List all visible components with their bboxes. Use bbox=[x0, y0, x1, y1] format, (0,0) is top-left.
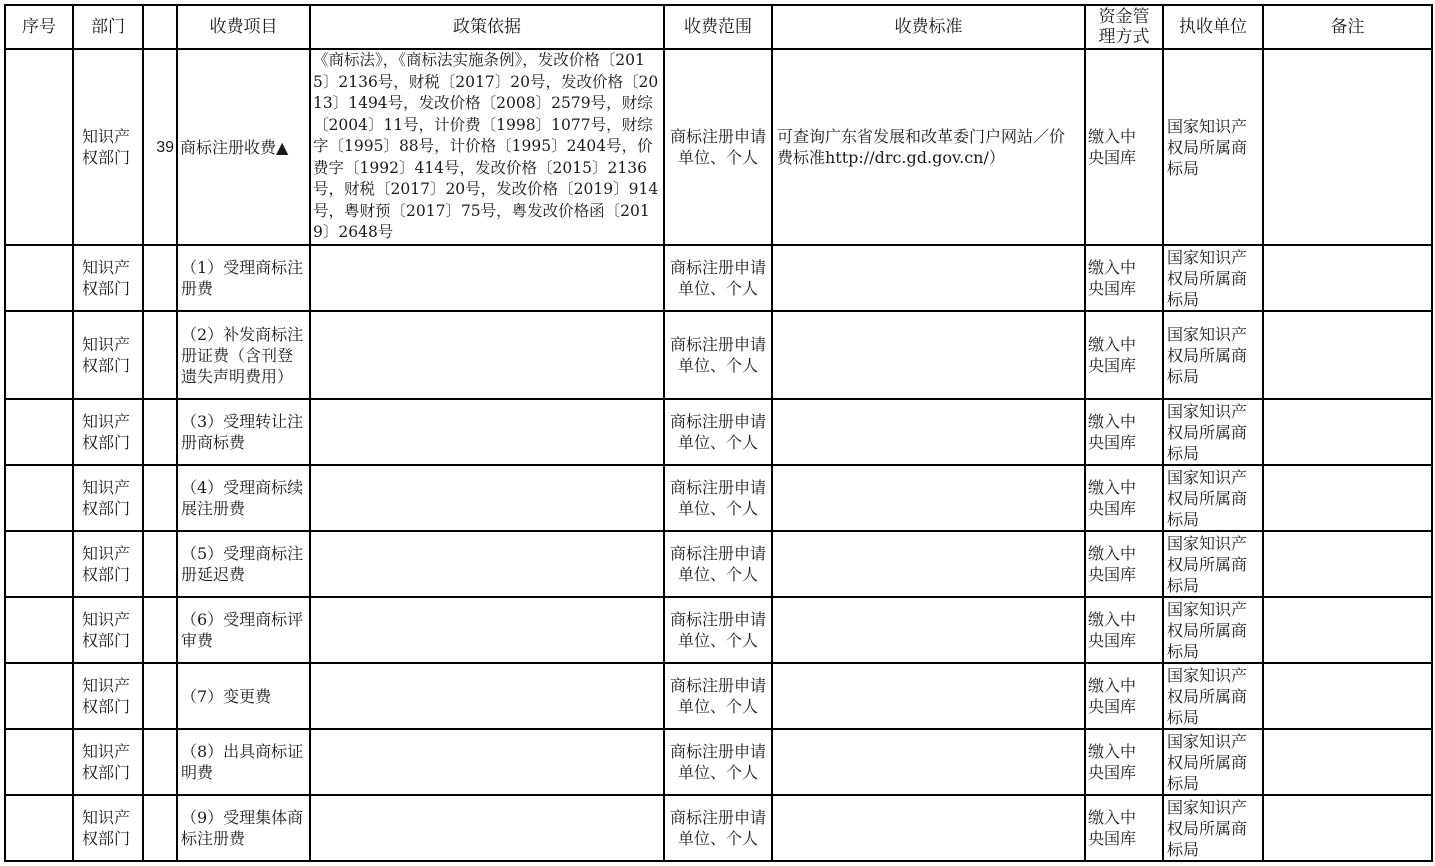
table-row bbox=[5, 49, 1432, 245]
cell-unit: 国家知识产权局所属商标局 bbox=[1163, 465, 1263, 531]
cell-standard bbox=[772, 311, 1085, 399]
cell-seq bbox=[5, 729, 73, 795]
table-row bbox=[5, 311, 1432, 399]
cell-unit: 国家知识产权局所属商标局 bbox=[1163, 597, 1263, 663]
cell-seq bbox=[5, 597, 73, 663]
cell-scope: 商标注册申请单位、个人 bbox=[664, 311, 772, 399]
cell-dept: 知识产权部门 bbox=[73, 311, 143, 399]
cell-item: （3）受理转让注册商标费 bbox=[177, 399, 310, 465]
table-row bbox=[5, 399, 1432, 465]
cell-policy: 《商标法》，《商标法实施条例》，发改价格〔2015〕2136号，财税〔2017〕20号，发改价格〔2013〕1494号，发改价格〔2008〕2579号，财综〔2004〕11号，计价费〔1998〕1077号，财综字〔1995〕88号，计价格〔1995〕2404号，价费字〔1992〕414号，发改价格〔2015〕2136号，财税〔2017〕20号，发改价格〔2019〕914号，粤财预〔2017〕75号，粤发改价格函〔2019〕2648号 bbox=[310, 49, 664, 245]
cell-unit: 国家知识产权局所属商标局 bbox=[1163, 311, 1263, 399]
cell-fund: 缴入中央国库 bbox=[1085, 399, 1163, 465]
header-dept: 部门 bbox=[73, 5, 143, 49]
cell-unit: 国家知识产权局所属商标局 bbox=[1163, 531, 1263, 597]
table-row bbox=[5, 465, 1432, 531]
cell-item: （2）补发商标注册证费（含刊登遗失声明费用） bbox=[177, 311, 310, 399]
cell-num bbox=[143, 729, 177, 795]
cell-policy bbox=[310, 245, 664, 311]
cell-note bbox=[1263, 399, 1432, 465]
cell-fund: 缴入中央国库 bbox=[1085, 729, 1163, 795]
cell-unit: 国家知识产权局所属商标局 bbox=[1163, 399, 1263, 465]
cell-standard bbox=[772, 795, 1085, 861]
cell-num bbox=[143, 663, 177, 729]
cell-scope: 商标注册申请单位、个人 bbox=[664, 399, 772, 465]
cell-item: （1）受理商标注册费 bbox=[177, 245, 310, 311]
table-row bbox=[5, 729, 1432, 795]
cell-unit: 国家知识产权局所属商标局 bbox=[1163, 245, 1263, 311]
cell-item: （4）受理商标续展注册费 bbox=[177, 465, 310, 531]
header-unit: 执收单位 bbox=[1163, 5, 1263, 49]
cell-num bbox=[143, 399, 177, 465]
table-row bbox=[5, 245, 1432, 311]
cell-num bbox=[143, 245, 177, 311]
header-scope: 收费范围 bbox=[664, 5, 772, 49]
cell-standard bbox=[772, 245, 1085, 311]
cell-seq bbox=[5, 663, 73, 729]
cell-policy bbox=[310, 597, 664, 663]
header-note: 备注 bbox=[1263, 5, 1432, 49]
cell-dept: 知识产权部门 bbox=[73, 663, 143, 729]
cell-dept: 知识产权部门 bbox=[73, 729, 143, 795]
table-row bbox=[5, 795, 1432, 861]
header-seq: 序号 bbox=[5, 5, 73, 49]
cell-seq bbox=[5, 49, 73, 245]
header-item: 收费项目 bbox=[177, 5, 310, 49]
cell-seq bbox=[5, 311, 73, 399]
cell-note bbox=[1263, 663, 1432, 729]
table-row bbox=[5, 531, 1432, 597]
cell-unit: 国家知识产权局所属商标局 bbox=[1163, 663, 1263, 729]
table-row bbox=[5, 663, 1432, 729]
cell-note bbox=[1263, 729, 1432, 795]
cell-standard bbox=[772, 597, 1085, 663]
cell-num bbox=[143, 597, 177, 663]
cell-note bbox=[1263, 245, 1432, 311]
cell-note bbox=[1263, 49, 1432, 245]
cell-scope: 商标注册申请单位、个人 bbox=[664, 597, 772, 663]
cell-standard bbox=[772, 729, 1085, 795]
cell-num bbox=[143, 311, 177, 399]
header-row bbox=[5, 5, 1432, 49]
cell-note bbox=[1263, 311, 1432, 399]
cell-seq bbox=[5, 465, 73, 531]
cell-policy bbox=[310, 795, 664, 861]
cell-seq bbox=[5, 399, 73, 465]
cell-dept: 知识产权部门 bbox=[73, 795, 143, 861]
cell-dept: 知识产权部门 bbox=[73, 531, 143, 597]
cell-unit: 国家知识产权局所属商标局 bbox=[1163, 49, 1263, 245]
cell-dept: 知识产权部门 bbox=[73, 597, 143, 663]
cell-num bbox=[143, 795, 177, 861]
header-standard: 收费标准 bbox=[772, 5, 1085, 49]
cell-standard bbox=[772, 663, 1085, 729]
cell-fund: 缴入中央国库 bbox=[1085, 795, 1163, 861]
cell-note bbox=[1263, 465, 1432, 531]
cell-policy bbox=[310, 311, 664, 399]
cell-item: （5）受理商标注册延迟费 bbox=[177, 531, 310, 597]
cell-fund: 缴入中央国库 bbox=[1085, 49, 1163, 245]
cell-fund: 缴入中央国库 bbox=[1085, 465, 1163, 531]
cell-standard: 可查询广东省发展和改革委门户网站／价费标准http://drc.gd.gov.cn/） bbox=[772, 49, 1085, 245]
cell-scope: 商标注册申请单位、个人 bbox=[664, 49, 772, 245]
header-policy: 政策依据 bbox=[310, 5, 664, 49]
header-num bbox=[143, 5, 177, 49]
cell-dept: 知识产权部门 bbox=[73, 465, 143, 531]
table-row bbox=[5, 597, 1432, 663]
cell-policy bbox=[310, 399, 664, 465]
cell-fund: 缴入中央国库 bbox=[1085, 311, 1163, 399]
cell-seq bbox=[5, 531, 73, 597]
cell-scope: 商标注册申请单位、个人 bbox=[664, 663, 772, 729]
cell-dept: 知识产权部门 bbox=[73, 49, 143, 245]
cell-scope: 商标注册申请单位、个人 bbox=[664, 729, 772, 795]
cell-scope: 商标注册申请单位、个人 bbox=[664, 795, 772, 861]
cell-note bbox=[1263, 531, 1432, 597]
cell-fund: 缴入中央国库 bbox=[1085, 597, 1163, 663]
cell-unit: 国家知识产权局所属商标局 bbox=[1163, 795, 1263, 861]
cell-item: 商标注册收费▲ bbox=[177, 49, 310, 245]
cell-standard bbox=[772, 531, 1085, 597]
cell-policy bbox=[310, 663, 664, 729]
cell-num bbox=[143, 465, 177, 531]
cell-item: （8）出具商标证明费 bbox=[177, 729, 310, 795]
cell-dept: 知识产权部门 bbox=[73, 399, 143, 465]
cell-dept: 知识产权部门 bbox=[73, 245, 143, 311]
cell-fund: 缴入中央国库 bbox=[1085, 663, 1163, 729]
cell-item: （9）受理集体商标注册费 bbox=[177, 795, 310, 861]
cell-policy bbox=[310, 531, 664, 597]
cell-standard bbox=[772, 465, 1085, 531]
cell-scope: 商标注册申请单位、个人 bbox=[664, 465, 772, 531]
cell-scope: 商标注册申请单位、个人 bbox=[664, 245, 772, 311]
fee-table bbox=[4, 4, 1433, 862]
cell-fund: 缴入中央国库 bbox=[1085, 245, 1163, 311]
cell-item: （6）受理商标评审费 bbox=[177, 597, 310, 663]
cell-fund: 缴入中央国库 bbox=[1085, 531, 1163, 597]
cell-num bbox=[143, 531, 177, 597]
cell-unit: 国家知识产权局所属商标局 bbox=[1163, 729, 1263, 795]
cell-standard bbox=[772, 399, 1085, 465]
cell-item: （7）变更费 bbox=[177, 663, 310, 729]
cell-num: 39 bbox=[143, 49, 177, 245]
cell-policy bbox=[310, 729, 664, 795]
cell-note bbox=[1263, 597, 1432, 663]
cell-scope: 商标注册申请单位、个人 bbox=[664, 531, 772, 597]
cell-note bbox=[1263, 795, 1432, 861]
cell-seq bbox=[5, 245, 73, 311]
cell-policy bbox=[310, 465, 664, 531]
header-fund: 资金管理方式 bbox=[1085, 5, 1163, 49]
cell-seq bbox=[5, 795, 73, 861]
